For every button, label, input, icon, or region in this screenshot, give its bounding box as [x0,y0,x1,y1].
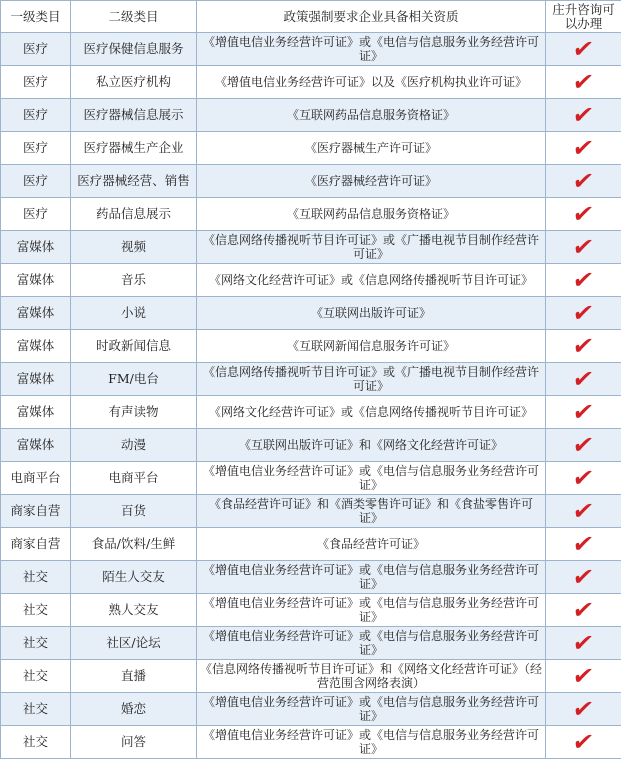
checkmark-icon: ✔ [570,728,597,756]
header-cat2: 二级类目 [71,1,197,33]
category-level2-cell: 婚恋 [71,693,197,726]
category-level2-cell: 私立医疗机构 [71,66,197,99]
category-level2-cell: 医疗器械经营、销售 [71,165,197,198]
handle-cell [546,495,621,528]
category-level2-cell: 动漫 [71,429,197,462]
category-level2-cell: 小说 [71,297,197,330]
handle-cell [546,66,621,99]
table-row [1,462,621,495]
header-handle: 庄升咨询可以办理 [546,1,621,33]
handle-cell [546,330,621,363]
table-row [1,594,621,627]
handle-cell [546,99,621,132]
category-level2-cell: 时政新闻信息 [71,330,197,363]
category-level2-cell: 药品信息展示 [71,198,197,231]
category-level2-cell: 电商平台 [71,462,197,495]
table-row [1,495,621,528]
checkmark-icon: ✔ [570,134,597,162]
category-level2-cell: 百货 [71,495,197,528]
category-level1-cell: 医疗 [1,66,71,99]
handle-cell [546,693,621,726]
category-level2-cell: 医疗保健信息服务 [71,33,197,66]
checkmark-icon: ✔ [570,365,597,393]
table-row [1,33,621,66]
category-level1-cell: 富媒体 [1,396,71,429]
table-row [1,231,621,264]
requirement-cell: 《互联网药品信息服务资格证》 [197,198,546,231]
checkmark-icon: ✔ [570,530,597,558]
handle-cell [546,165,621,198]
header-row [1,1,621,33]
category-level1-cell: 医疗 [1,198,71,231]
category-level1-cell: 医疗 [1,33,71,66]
category-level2-cell: 社区/论坛 [71,627,197,660]
table-row [1,99,621,132]
requirement-cell: 《增值电信业务经营许可证》或《电信与信息服务业务经营许可证》 [197,627,546,660]
handle-cell [546,264,621,297]
category-level1-cell: 社交 [1,726,71,759]
checkmark-icon: ✔ [570,398,597,426]
requirement-cell: 《增值电信业务经营许可证》或《电信与信息服务业务经营许可证》 [197,561,546,594]
handle-cell [546,660,621,693]
category-level2-cell: 有声读物 [71,396,197,429]
category-level2-cell: 医疗器械生产企业 [71,132,197,165]
requirement-cell: 《医疗器械生产许可证》 [197,132,546,165]
checkmark-icon: ✔ [570,68,597,96]
handle-cell [546,132,621,165]
checkmark-icon: ✔ [570,167,597,195]
category-level1-cell: 富媒体 [1,231,71,264]
checkmark-icon: ✔ [570,497,597,525]
table-row [1,198,621,231]
requirement-cell: 《互联网药品信息服务资格证》 [197,99,546,132]
category-level1-cell: 商家自营 [1,495,71,528]
checkmark-icon: ✔ [570,596,597,624]
category-level1-cell: 富媒体 [1,429,71,462]
category-level2-cell: FM/电台 [71,363,197,396]
requirement-cell: 《信息网络传播视听节目许可证》和《网络文化经营许可证》（经营范围含网络表演） [197,660,546,693]
table-row [1,132,621,165]
table-row [1,297,621,330]
category-level1-cell: 社交 [1,693,71,726]
table-row [1,561,621,594]
handle-cell [546,396,621,429]
table-row [1,528,621,561]
category-level1-cell: 商家自营 [1,528,71,561]
requirement-cell: 《互联网新闻信息服务许可证》 [197,330,546,363]
handle-cell [546,363,621,396]
category-level1-cell: 社交 [1,561,71,594]
handle-cell [546,198,621,231]
table-row [1,693,621,726]
requirement-cell: 《网络文化经营许可证》或《信息网络传播视听节目许可证》 [197,396,546,429]
checkmark-icon: ✔ [570,563,597,591]
checkmark-icon: ✔ [570,431,597,459]
table-row [1,264,621,297]
table-row [1,660,621,693]
requirement-cell: 《医疗器械经营许可证》 [197,165,546,198]
table-row [1,363,621,396]
handle-cell [546,33,621,66]
table-body [1,33,621,759]
checkmark-icon: ✔ [570,464,597,492]
handle-cell [546,231,621,264]
handle-cell [546,462,621,495]
handle-cell [546,297,621,330]
category-level2-cell: 医疗器械信息展示 [71,99,197,132]
handle-cell [546,726,621,759]
category-level1-cell: 电商平台 [1,462,71,495]
category-level1-cell: 社交 [1,594,71,627]
requirement-cell: 《网络文化经营许可证》或《信息网络传播视听节目许可证》 [197,264,546,297]
checkmark-icon: ✔ [570,101,597,129]
requirement-cell: 《信息网络传播视听节目许可证》或《广播电视节目制作经营许可证》 [197,231,546,264]
category-level1-cell: 医疗 [1,132,71,165]
table-row [1,726,621,759]
requirement-cell: 《增值电信业务经营许可证》或《电信与信息服务业务经营许可证》 [197,693,546,726]
requirement-cell: 《互联网出版许可证》 [197,297,546,330]
checkmark-icon: ✔ [570,695,597,723]
category-level2-cell: 音乐 [71,264,197,297]
handle-cell [546,627,621,660]
checkmark-icon: ✔ [570,266,597,294]
checkmark-icon: ✔ [570,233,597,261]
category-level2-cell: 熟人交友 [71,594,197,627]
category-level1-cell: 社交 [1,627,71,660]
requirement-cell: 《食品经营许可证》和《酒类零售许可证》和《食盐零售许可证》 [197,495,546,528]
category-level1-cell: 医疗 [1,165,71,198]
checkmark-icon: ✔ [570,200,597,228]
requirement-cell: 《互联网出版许可证》和《网络文化经营许可证》 [197,429,546,462]
handle-cell [546,594,621,627]
category-level1-cell: 富媒体 [1,264,71,297]
category-level2-cell: 直播 [71,660,197,693]
category-level2-cell: 问答 [71,726,197,759]
requirement-cell: 《增值电信业务经营许可证》或《电信与信息服务业务经营许可证》 [197,462,546,495]
category-level1-cell: 富媒体 [1,297,71,330]
category-level1-cell: 医疗 [1,99,71,132]
category-level1-cell: 富媒体 [1,330,71,363]
checkmark-icon: ✔ [570,299,597,327]
category-level2-cell: 视频 [71,231,197,264]
requirement-cell: 《信息网络传播视听节目许可证》或《广播电视节目制作经营许可证》 [197,363,546,396]
header-requirement: 政策强制要求企业具备相关资质 [197,1,546,33]
requirement-cell: 《增值电信业务经营许可证》或《电信与信息服务业务经营许可证》 [197,33,546,66]
checkmark-icon: ✔ [570,332,597,360]
table-row [1,66,621,99]
table-row [1,396,621,429]
handle-cell [546,429,621,462]
category-level1-cell: 富媒体 [1,363,71,396]
header-cat1: 一级类目 [1,1,71,33]
table-row [1,429,621,462]
table-row [1,165,621,198]
checkmark-icon: ✔ [570,35,597,63]
handle-cell [546,561,621,594]
checkmark-icon: ✔ [570,662,597,690]
requirement-cell: 《增值电信业务经营许可证》或《电信与信息服务业务经营许可证》 [197,594,546,627]
category-level2-cell: 食品/饮料/生鲜 [71,528,197,561]
category-level1-cell: 社交 [1,660,71,693]
category-level2-cell: 陌生人交友 [71,561,197,594]
requirement-cell: 《食品经营许可证》 [197,528,546,561]
table-row [1,330,621,363]
requirement-cell: 《增值电信业务经营许可证》或《电信与信息服务业务经营许可证》 [197,726,546,759]
requirement-cell: 《增值电信业务经营许可证》以及《医疗机构执业许可证》 [197,66,546,99]
checkmark-icon: ✔ [570,629,597,657]
handle-cell [546,528,621,561]
table-row [1,627,621,660]
